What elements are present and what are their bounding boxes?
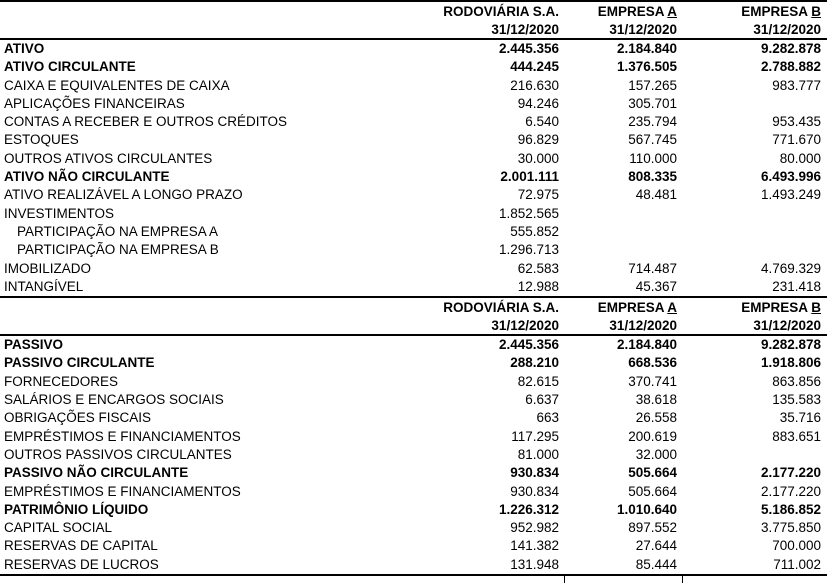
cell-value: 555.852 (510, 223, 559, 239)
cell-value: 48.481 (635, 187, 677, 203)
cell-value: 2.184.840 (616, 41, 677, 56)
table-row (0, 40, 827, 58)
section-passivo (0, 298, 827, 576)
cell-value: 2.184.840 (616, 337, 677, 353)
row-label: CAIXA E EQUIVALENTES DE CAIXA (4, 77, 230, 93)
date-headers-row (0, 21, 827, 40)
cell-value: 38.618 (635, 392, 677, 408)
cell-value: 72.975 (517, 187, 559, 203)
table-row (0, 95, 827, 113)
column-date: 31/12/2020 (491, 22, 559, 37)
cell-value: 1.226.312 (498, 501, 559, 517)
cell-value: 2.445.356 (498, 41, 559, 56)
column-header (683, 2, 827, 21)
company-name: RODOVIÁRIA S.A. (443, 300, 559, 316)
table-row (0, 556, 827, 574)
cell-value: 157.265 (628, 77, 677, 93)
cell-value: 1.376.505 (616, 59, 677, 75)
table-row (0, 391, 827, 409)
cell-value: 32.000 (635, 446, 677, 462)
row-label: RESERVAS DE CAPITAL (4, 538, 158, 554)
table-row (0, 113, 827, 131)
cell-value: 2.177.220 (760, 465, 821, 481)
column-date: 31/12/2020 (609, 22, 677, 37)
table-row (0, 446, 827, 464)
row-label: PASSIVO CIRCULANTE (4, 355, 155, 371)
cell-value: 27.644 (635, 538, 677, 554)
column-header (565, 2, 683, 21)
row-label: PARTICIPAÇÃO NA EMPRESA A (17, 223, 219, 239)
cell-value: 81.000 (517, 446, 559, 462)
table-row (0, 260, 827, 278)
table-row (0, 77, 827, 95)
cell-value: 505.664 (628, 483, 677, 499)
cell-value: 117.295 (511, 428, 559, 444)
table-row (0, 241, 827, 259)
cell-value: 62.583 (517, 260, 559, 276)
cell-value: 3.775.850 (760, 520, 821, 536)
row-label: ATIVO CIRCULANTE (4, 59, 136, 75)
table-row (0, 373, 827, 391)
company-name: EMPRESA (597, 300, 668, 316)
column-date: 31/12/2020 (753, 318, 821, 334)
cell-value: 1.010.640 (616, 501, 677, 517)
table-row (0, 336, 827, 354)
column-headers-row (0, 2, 827, 21)
cell-value: 714.487 (628, 260, 677, 276)
table-row (0, 150, 827, 168)
cell-value: 771.670 (772, 132, 821, 148)
company-name: RODOVIÁRIA S.A. (443, 4, 559, 19)
bottom-border-ticks (0, 576, 827, 583)
column-header (441, 298, 565, 317)
row-label: ATIVO (4, 41, 45, 56)
column-header (683, 298, 827, 317)
row-label: ATIVO NÃO CIRCULANTE (4, 169, 170, 185)
section-ativo (0, 2, 827, 298)
row-label: CONTAS A RECEBER E OUTROS CRÉDITOS (4, 114, 288, 130)
cell-value: 9.282.878 (760, 337, 821, 353)
cell-value: 2.001.111 (500, 169, 559, 185)
row-label: ATIVO REALIZÁVEL A LONGO PRAZO (4, 187, 243, 203)
cell-value: 30.000 (517, 150, 559, 166)
cell-value: 808.335 (628, 169, 677, 185)
table-row (0, 223, 827, 241)
column-date: 31/12/2020 (491, 318, 559, 334)
row-label: PARTICIPAÇÃO NA EMPRESA B (17, 242, 219, 258)
row-label: EMPRÉSTIMOS E FINANCIAMENTOS (4, 428, 241, 444)
row-label: OUTROS ATIVOS CIRCULANTES (4, 150, 213, 166)
row-label: OBRIGAÇÕES FISCAIS (4, 410, 152, 426)
cell-value: 80.000 (779, 150, 821, 166)
column-date: 31/12/2020 (609, 318, 677, 334)
cell-value: 983.777 (772, 77, 821, 93)
table-row (0, 409, 827, 427)
row-label: PASSIVO (4, 337, 64, 353)
cell-value: 9.282.878 (760, 41, 821, 56)
company-letter-underlined: A (667, 300, 677, 316)
cell-value: 288.210 (510, 355, 559, 371)
table-row (0, 483, 827, 501)
row-label: EMPRÉSTIMOS E FINANCIAMENTOS (4, 483, 241, 499)
row-label: OUTROS PASSIVOS CIRCULANTES (4, 446, 232, 462)
row-label: PASSIVO NÃO CIRCULANTE (4, 465, 189, 481)
table-row (0, 58, 827, 76)
row-label: PATRIMÔNIO LÍQUIDO (4, 501, 149, 517)
cell-value: 700.000 (772, 538, 821, 554)
cell-value: 110.000 (629, 150, 677, 166)
cell-value: 231.418 (772, 278, 821, 294)
cell-value: 1.918.806 (760, 355, 821, 371)
cell-value: 45.367 (635, 278, 677, 294)
cell-value: 930.834 (510, 465, 559, 481)
cell-value: 200.619 (628, 428, 677, 444)
cell-value: 94.246 (517, 95, 559, 111)
cell-value: 35.716 (779, 410, 821, 426)
cell-value: 6.637 (525, 392, 559, 408)
table-row (0, 537, 827, 555)
company-name: EMPRESA (741, 4, 812, 19)
cell-value: 883.651 (772, 428, 821, 444)
cell-value: 897.552 (628, 520, 677, 536)
cell-value: 953.435 (772, 114, 821, 130)
cell-value: 2.445.356 (498, 337, 559, 353)
row-label: SALÁRIOS E ENCARGOS SOCIAIS (4, 392, 224, 408)
cell-value: 85.444 (635, 556, 677, 572)
cell-value: 1.493.249 (760, 187, 821, 203)
column-divider-tick (564, 576, 565, 583)
company-letter-underlined: B (811, 4, 821, 19)
cell-value: 4.769.329 (760, 260, 821, 276)
cell-value: 663 (536, 410, 559, 426)
cell-value: 668.536 (628, 355, 677, 371)
cell-value: 370.741 (628, 373, 677, 389)
cell-value: 82.615 (517, 373, 559, 389)
table-row (0, 501, 827, 519)
cell-value: 216.630 (510, 77, 559, 93)
cell-value: 567.745 (628, 132, 677, 148)
cell-value: 711.002 (773, 556, 821, 572)
table-row (0, 354, 827, 372)
column-divider-tick (682, 576, 683, 583)
table-row (0, 428, 827, 446)
company-name: EMPRESA (741, 300, 812, 316)
cell-value: 1.296.713 (498, 242, 559, 258)
cell-value: 96.829 (517, 132, 559, 148)
cell-value: 26.558 (635, 410, 677, 426)
cell-value: 305.701 (628, 95, 677, 111)
company-letter-underlined: B (811, 300, 821, 316)
cell-value: 1.852.565 (498, 205, 559, 221)
column-header (565, 298, 683, 317)
row-label: INVESTIMENTOS (4, 205, 115, 221)
row-label: IMOBILIZADO (4, 260, 92, 276)
cell-value: 131.948 (510, 556, 559, 572)
table-row (0, 205, 827, 223)
table-row (0, 464, 827, 482)
row-label: RESERVAS DE LUCROS (4, 556, 159, 572)
company-name: EMPRESA (597, 4, 668, 19)
column-headers-row (0, 298, 827, 317)
cell-value: 444.245 (510, 59, 559, 75)
cell-value: 12.988 (517, 278, 559, 294)
table-row (0, 168, 827, 186)
cell-value: 235.794 (628, 114, 677, 130)
cell-value: 930.834 (510, 483, 559, 499)
row-label: FORNECEDORES (4, 373, 119, 389)
cell-value: 141.382 (510, 538, 559, 554)
table-row (0, 131, 827, 149)
table-row (0, 278, 827, 296)
cell-value: 6.493.996 (760, 169, 821, 185)
table-row (0, 519, 827, 537)
cell-value: 2.177.220 (760, 483, 821, 499)
cell-value: 505.664 (628, 465, 677, 481)
row-label: APLICAÇÕES FINANCEIRAS (4, 95, 185, 111)
table-row (0, 186, 827, 204)
row-label: CAPITAL SOCIAL (4, 520, 113, 536)
company-letter-underlined: A (667, 4, 677, 19)
cell-value: 5.186.852 (760, 501, 821, 517)
cell-value: 2.788.882 (760, 59, 821, 75)
cell-value: 135.583 (772, 392, 821, 408)
column-header (441, 2, 565, 21)
row-label: ESTOQUES (4, 132, 79, 148)
column-date: 31/12/2020 (753, 22, 821, 37)
cell-value: 6.540 (525, 114, 559, 130)
date-headers-row (0, 317, 827, 336)
row-label: INTANGÍVEL (4, 278, 84, 294)
cell-value: 952.982 (510, 520, 559, 536)
cell-value: 863.856 (772, 373, 821, 389)
